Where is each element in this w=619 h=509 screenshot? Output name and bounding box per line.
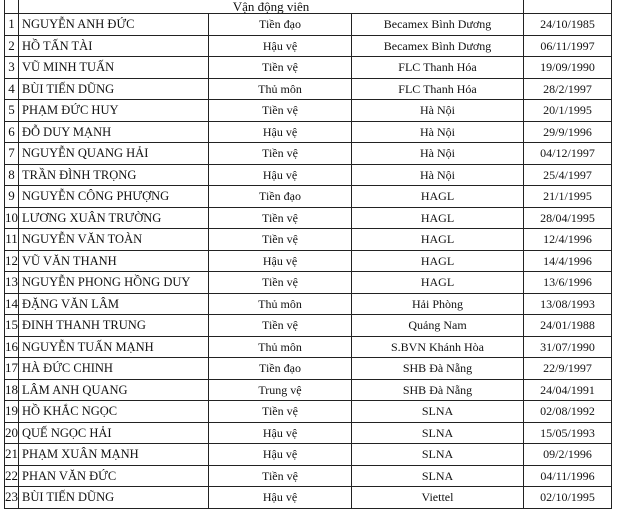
- player-name: BÙI TIẾN DŨNG: [19, 487, 209, 509]
- row-number: 17: [5, 358, 19, 380]
- player-position: Tiền vệ: [209, 57, 352, 79]
- player-name: PHẠM ĐỨC HUY: [19, 100, 209, 122]
- player-club: Viettel: [352, 487, 524, 509]
- player-club: SLNA: [352, 444, 524, 466]
- player-dob: 02/10/1995: [524, 487, 612, 509]
- table-row: [5, 379, 612, 401]
- row-number: 3: [5, 57, 19, 79]
- player-dob: 09/2/1996: [524, 444, 612, 466]
- player-position: Hậu vệ: [209, 487, 352, 509]
- player-name: VŨ MINH TUẤN: [19, 57, 209, 79]
- row-number: 8: [5, 164, 19, 186]
- table-row: [5, 57, 612, 79]
- player-name: VŨ VĂN THANH: [19, 250, 209, 272]
- row-number: 23: [5, 487, 19, 509]
- table-row: [5, 315, 612, 337]
- player-dob: 13/6/1996: [524, 272, 612, 294]
- player-position: Hậu vệ: [209, 250, 352, 272]
- row-number: 4: [5, 78, 19, 100]
- player-club: SHB Đà Nẵng: [352, 379, 524, 401]
- player-position: Tiền đạo: [209, 14, 352, 36]
- player-name: NGUYỄN TUẤN MẠNH: [19, 336, 209, 358]
- player-position: Thủ môn: [209, 78, 352, 100]
- table-row: [5, 35, 612, 57]
- row-number: 12: [5, 250, 19, 272]
- player-club: Becamex Bình Dương: [352, 14, 524, 36]
- player-dob: 14/4/1996: [524, 250, 612, 272]
- player-dob: 24/04/1991: [524, 379, 612, 401]
- player-dob: 06/11/1997: [524, 35, 612, 57]
- table-row: [5, 164, 612, 186]
- player-club: SHB Đà Nẵng: [352, 358, 524, 380]
- table-row: [5, 293, 612, 315]
- player-position: Trung vệ: [209, 379, 352, 401]
- row-number: 16: [5, 336, 19, 358]
- header-row: [5, 0, 612, 14]
- player-club: FLC Thanh Hóa: [352, 78, 524, 100]
- player-position: Hậu vệ: [209, 121, 352, 143]
- player-club: Hà Nội: [352, 143, 524, 165]
- player-club: HAGL: [352, 229, 524, 251]
- player-dob: 02/08/1992: [524, 401, 612, 423]
- table-row: [5, 487, 612, 509]
- row-number: 5: [5, 100, 19, 122]
- header-right-cell: [524, 0, 612, 14]
- player-dob: 04/11/1996: [524, 465, 612, 487]
- player-name: HỒ TẤN TÀI: [19, 35, 209, 57]
- player-position: Tiền vệ: [209, 315, 352, 337]
- player-name: PHẠM XUÂN MẠNH: [19, 444, 209, 466]
- player-position: Hậu vệ: [209, 164, 352, 186]
- player-dob: 15/05/1993: [524, 422, 612, 444]
- row-number: 7: [5, 143, 19, 165]
- table-row: [5, 186, 612, 208]
- table-row: [5, 121, 612, 143]
- player-position: Tiền vệ: [209, 229, 352, 251]
- table-row: [5, 358, 612, 380]
- player-club: FLC Thanh Hóa: [352, 57, 524, 79]
- table-row: [5, 444, 612, 466]
- player-name: ĐẶNG VĂN LÂM: [19, 293, 209, 315]
- player-position: Tiền vệ: [209, 100, 352, 122]
- player-position: Tiền vệ: [209, 207, 352, 229]
- table-row: [5, 100, 612, 122]
- player-name: BÙI TIẾN DŨNG: [19, 78, 209, 100]
- table-row: [5, 207, 612, 229]
- player-club: HAGL: [352, 186, 524, 208]
- player-dob: 28/04/1995: [524, 207, 612, 229]
- table-row: [5, 143, 612, 165]
- row-number: 11: [5, 229, 19, 251]
- player-club: Hải Phòng: [352, 293, 524, 315]
- row-number: 19: [5, 401, 19, 423]
- player-name: NGUYỄN ANH ĐỨC: [19, 14, 209, 36]
- row-number: 2: [5, 35, 19, 57]
- row-number: 9: [5, 186, 19, 208]
- player-name: NGUYỄN VĂN TOÀN: [19, 229, 209, 251]
- table-row: [5, 229, 612, 251]
- player-position: Tiền vệ: [209, 401, 352, 423]
- player-position: Tiền vệ: [209, 272, 352, 294]
- table-row: [5, 78, 612, 100]
- player-club: S.BVN Khánh Hòa: [352, 336, 524, 358]
- row-number: 14: [5, 293, 19, 315]
- table-row: [5, 465, 612, 487]
- table-row: [5, 422, 612, 444]
- player-name: TRẦN ĐÌNH TRỌNG: [19, 164, 209, 186]
- player-dob: 25/4/1997: [524, 164, 612, 186]
- table-row: [5, 250, 612, 272]
- table-row: [5, 401, 612, 423]
- table-row: [5, 336, 612, 358]
- player-name: ĐINH THANH TRUNG: [19, 315, 209, 337]
- player-dob: 12/4/1996: [524, 229, 612, 251]
- player-dob: 28/2/1997: [524, 78, 612, 100]
- player-position: Tiền vệ: [209, 143, 352, 165]
- player-dob: 21/1/1995: [524, 186, 612, 208]
- player-name: PHAN VĂN ĐỨC: [19, 465, 209, 487]
- player-dob: 24/10/1985: [524, 14, 612, 36]
- player-club: Hà Nội: [352, 121, 524, 143]
- header-corner: [5, 0, 19, 14]
- player-club: SLNA: [352, 401, 524, 423]
- player-dob: 04/12/1997: [524, 143, 612, 165]
- player-club: Becamex Bình Dương: [352, 35, 524, 57]
- player-dob: 20/1/1995: [524, 100, 612, 122]
- player-club: HAGL: [352, 207, 524, 229]
- player-club: SLNA: [352, 422, 524, 444]
- row-number: 10: [5, 207, 19, 229]
- player-dob: 19/09/1990: [524, 57, 612, 79]
- row-number: 18: [5, 379, 19, 401]
- player-position: Thủ môn: [209, 293, 352, 315]
- player-dob: 31/07/1990: [524, 336, 612, 358]
- player-dob: 13/08/1993: [524, 293, 612, 315]
- roster-body: [5, 0, 612, 508]
- player-name: ĐỖ DUY MẠNH: [19, 121, 209, 143]
- player-position: Hậu vệ: [209, 35, 352, 57]
- player-name: LÂM ANH QUANG: [19, 379, 209, 401]
- player-dob: 29/9/1996: [524, 121, 612, 143]
- player-club: SLNA: [352, 465, 524, 487]
- row-number: 20: [5, 422, 19, 444]
- player-position: Hậu vệ: [209, 422, 352, 444]
- player-club: HAGL: [352, 272, 524, 294]
- player-club: Hà Nội: [352, 164, 524, 186]
- roster-table: [4, 0, 612, 509]
- player-name: QUẾ NGỌC HẢI: [19, 422, 209, 444]
- table-header: Vận động viên: [19, 0, 524, 14]
- row-number: 6: [5, 121, 19, 143]
- player-position: Thủ môn: [209, 336, 352, 358]
- player-dob: 22/9/1997: [524, 358, 612, 380]
- player-position: Tiền đạo: [209, 358, 352, 380]
- player-name: NGUYỄN PHONG HỒNG DUY: [19, 272, 209, 294]
- player-position: Tiền đạo: [209, 186, 352, 208]
- row-number: 13: [5, 272, 19, 294]
- player-position: Tiền vệ: [209, 465, 352, 487]
- player-name: HỒ KHẮC NGỌC: [19, 401, 209, 423]
- row-number: 22: [5, 465, 19, 487]
- player-club: HAGL: [352, 250, 524, 272]
- player-name: NGUYỄN QUANG HẢI: [19, 143, 209, 165]
- table-row: [5, 272, 612, 294]
- row-number: 1: [5, 14, 19, 36]
- player-name: LƯƠNG XUÂN TRƯỜNG: [19, 207, 209, 229]
- player-position: Hậu vệ: [209, 444, 352, 466]
- table-row: [5, 14, 612, 36]
- player-name: HÀ ĐỨC CHINH: [19, 358, 209, 380]
- player-club: Hà Nội: [352, 100, 524, 122]
- player-club: Quảng Nam: [352, 315, 524, 337]
- row-number: 21: [5, 444, 19, 466]
- row-number: 15: [5, 315, 19, 337]
- player-name: NGUYỄN CÔNG PHƯỢNG: [19, 186, 209, 208]
- player-dob: 24/01/1988: [524, 315, 612, 337]
